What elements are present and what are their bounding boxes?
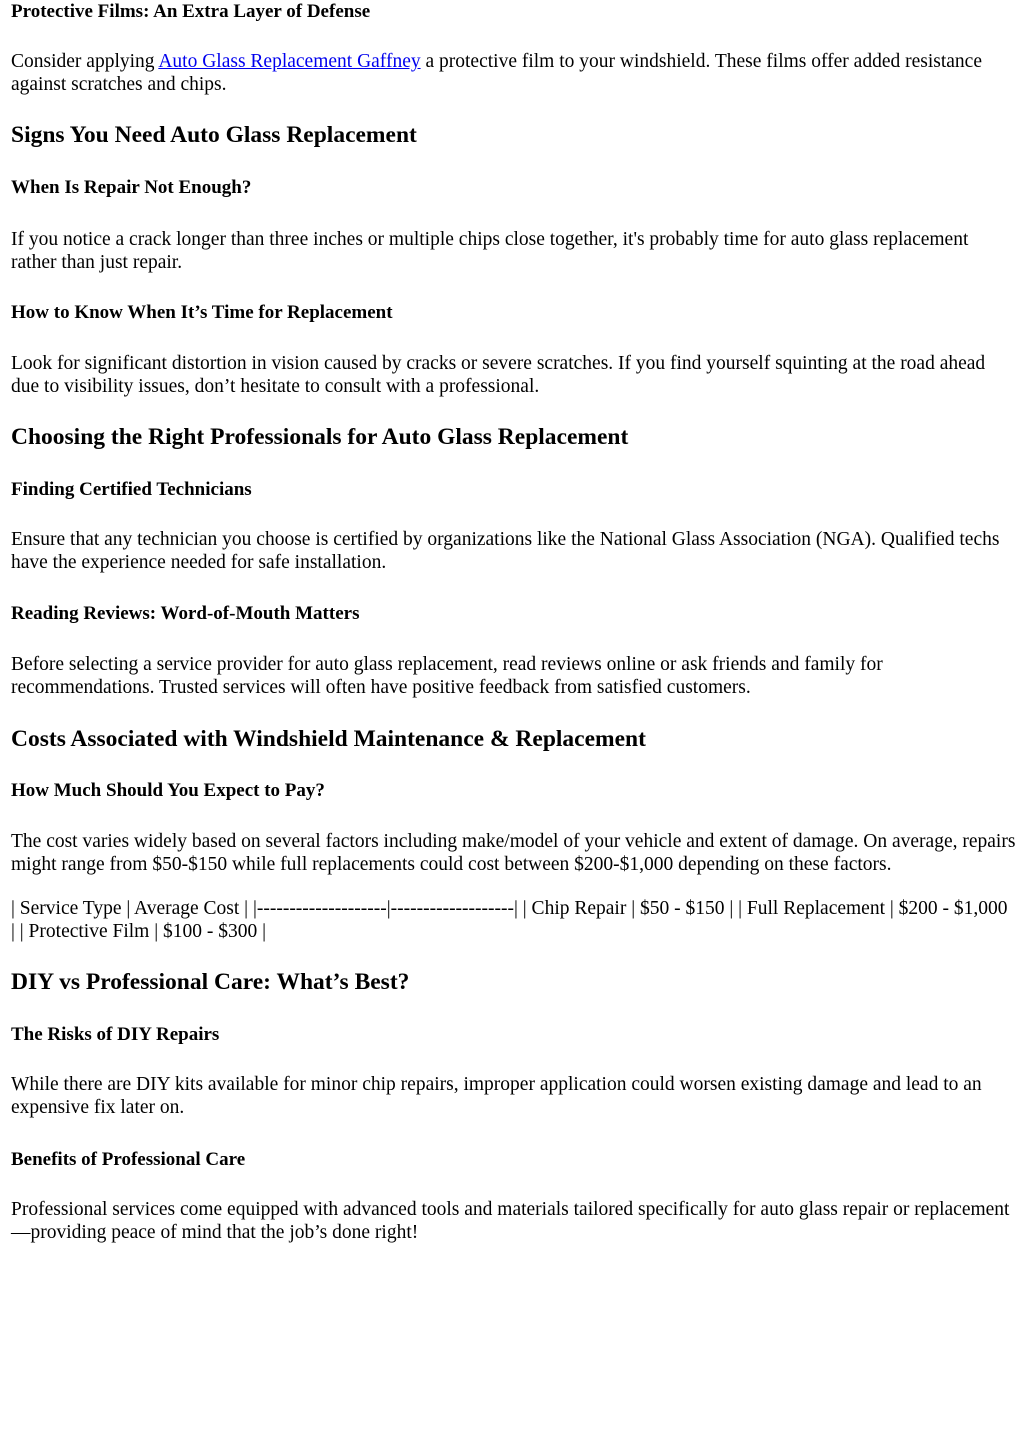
costs-heading: Costs Associated with Windshield Maintenance & Replacement	[11, 726, 646, 752]
signs-heading: Signs You Need Auto Glass Replacement	[11, 122, 417, 148]
repair-not-enough-text: If you notice a crack longer than three inches or multiple chips close together, it's probably time for auto glass replacement rather than just repair.	[11, 229, 969, 273]
professionals-heading: Choosing the Right Professionals for Auto Glass Replacement	[11, 424, 629, 450]
professional-benefits-heading: Benefits of Professional Care	[11, 1149, 246, 1170]
cost-table-text: | Service Type | Average Cost | |--------------------|-------------------| | Chip Repair | $50 - $150 | | Full Replacement | $200 - $1,000 | | Protective Film | $100 - $300 |	[11, 898, 1008, 942]
reading-reviews-text: Before selecting a service provider for auto glass replacement, read reviews online or ask friends and family for recommendations. Trusted services will often have positive feedback from satisfied customers.	[11, 654, 883, 698]
certified-technicians-heading: Finding Certified Technicians	[11, 479, 252, 500]
diy-vs-professional-heading: DIY vs Professional Care: What’s Best?	[11, 969, 410, 995]
diy-risks-heading: The Risks of DIY Repairs	[11, 1024, 220, 1045]
auto-glass-replacement-gaffney-link[interactable]: Auto Glass Replacement Gaffney	[158, 51, 421, 72]
expect-to-pay-heading: How Much Should You Expect to Pay?	[11, 780, 325, 801]
protective-films-text-before: Consider applying	[11, 51, 159, 72]
protective-films-paragraph	[11, 50, 1016, 96]
professional-benefits-text: Professional services come equipped with advanced tools and materials tailored specifically for auto glass repair or replacement—providing peace of mind that the job’s done right!	[11, 1199, 1010, 1243]
diy-risks-text: While there are DIY kits available for minor chip repairs, improper application could worsen existing damage and lead to an expensive fix later on.	[11, 1074, 982, 1118]
time-for-replacement-text: Look for significant distortion in vision caused by cracks or severe scratches. If you find yourself squinting at the road ahead due to visibility issues, don’t hesitate to consult with a professional.	[11, 353, 986, 397]
repair-not-enough-heading: When Is Repair Not Enough?	[11, 177, 252, 198]
expect-to-pay-text: The cost varies widely based on several factors including make/model of your vehicle and extent of damage. On average, repairs might range from $50-$150 while full replacements could cost between $200-$1,000 depending on these factors.	[11, 831, 1016, 875]
reading-reviews-heading: Reading Reviews: Word-of-Mouth Matters	[11, 603, 360, 624]
protective-films-text-after: a protective film to your windshield. These films offer added resistance against scratches and chips.	[11, 51, 982, 95]
certified-technicians-text: Ensure that any technician you choose is certified by organizations like the National Glass Association (NGA). Qualified techs have the experience needed for safe installation.	[11, 529, 1000, 573]
protective-films-heading: Protective Films: An Extra Layer of Defense	[11, 1, 371, 22]
time-for-replacement-heading: How to Know When It’s Time for Replacement	[11, 302, 393, 323]
